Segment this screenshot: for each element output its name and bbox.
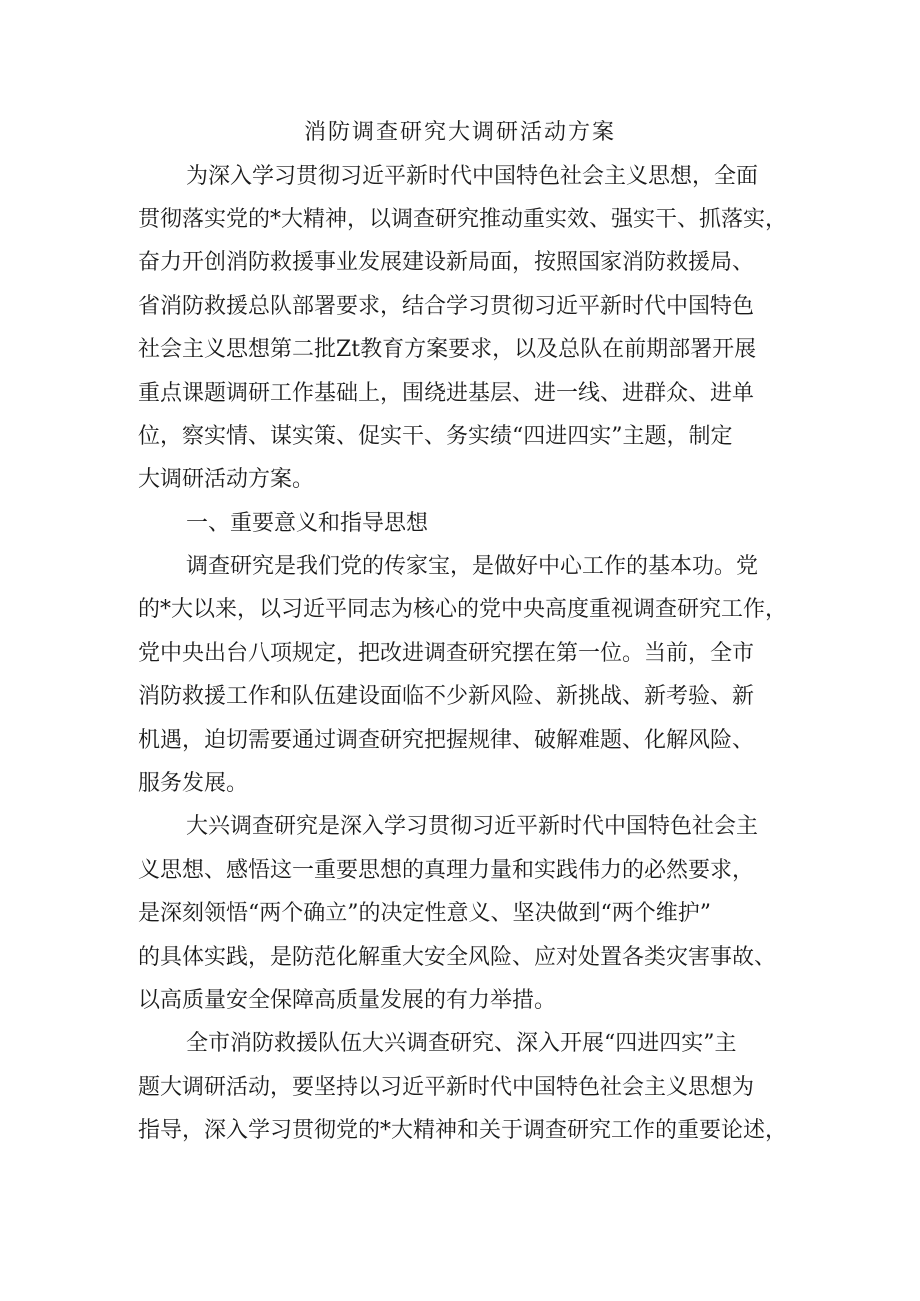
paragraph-line: 贯彻落实党的*大精神，以调查研究推动重实效、强实干、抓落实， xyxy=(138,207,788,232)
paragraph-line: 的具体实践，是防范化解重大安全风险、应对处置各类灾害事故、 xyxy=(138,945,777,970)
paragraph-line: 为深入学习贯彻习近平新时代中国特色社会主义思想，全面 xyxy=(186,164,759,189)
document-title: 消防调查研究大调研活动方案 xyxy=(303,120,616,145)
paragraph-line: 党中央出台八项规定，把改进调查研究摆在第一位。当前，全市 xyxy=(138,641,755,666)
paragraph-line: 是深刻领悟“两个确立”的决定性意义、坚决做到“两个维护” xyxy=(138,901,711,926)
paragraph-line: 服务发展。 xyxy=(138,771,249,796)
paragraph-line: 以高质量安全保障高质量发展的有力举措。 xyxy=(138,988,557,1013)
paragraph-line: 大调研活动方案。 xyxy=(138,467,315,492)
paragraph-line: 全市消防救援队伍大兴调查研究、深入开展“四进四实”主 xyxy=(186,1031,737,1056)
paragraph-line: 重点课题调研工作基础上，围绕进基层、进一线、进群众、进单 xyxy=(138,381,755,406)
paragraph-line: 奋力开创消防救援事业发展建设新局面，按照国家消防救援局、 xyxy=(138,250,755,275)
paragraph-line: 题大调研活动，要坚持以习近平新时代中国特色社会主义思想为 xyxy=(138,1075,755,1100)
paragraph-line: 义思想、感悟这一重要思想的真理力量和实践伟力的必然要求， xyxy=(138,858,755,883)
paragraph-line: 机遇，迫切需要通过调查研究把握规律、破解难题、化解风险、 xyxy=(138,728,755,753)
paragraph-line: 指导，深入学习贯彻党的*大精神和关于调查研究工作的重要论述， xyxy=(138,1118,788,1143)
paragraph-line: 社会主义思想第二批Zt教育方案要求，以及总队在前期部署开展 xyxy=(138,337,757,362)
paragraph-line: 消防救援工作和队伍建设面临不少新风险、新挑战、新考验、新 xyxy=(138,684,755,709)
paragraph-line: 省消防救援总队部署要求，结合学习贯彻习近平新时代中国特色 xyxy=(138,294,755,319)
paragraph-line: 大兴调查研究是深入学习贯彻习近平新时代中国特色社会主 xyxy=(186,814,759,839)
section-heading: 一、重要意义和指导思想 xyxy=(186,511,429,536)
paragraph-line: 调查研究是我们党的传家宝，是做好中心工作的基本功。党 xyxy=(186,554,759,579)
paragraph-line: 的*大以来，以习近平同志为核心的党中央高度重视调查研究工作， xyxy=(138,597,788,622)
paragraph-line: 位，察实情、谋实策、促实干、务实绩“四进四实”主题，制定 xyxy=(138,424,733,449)
